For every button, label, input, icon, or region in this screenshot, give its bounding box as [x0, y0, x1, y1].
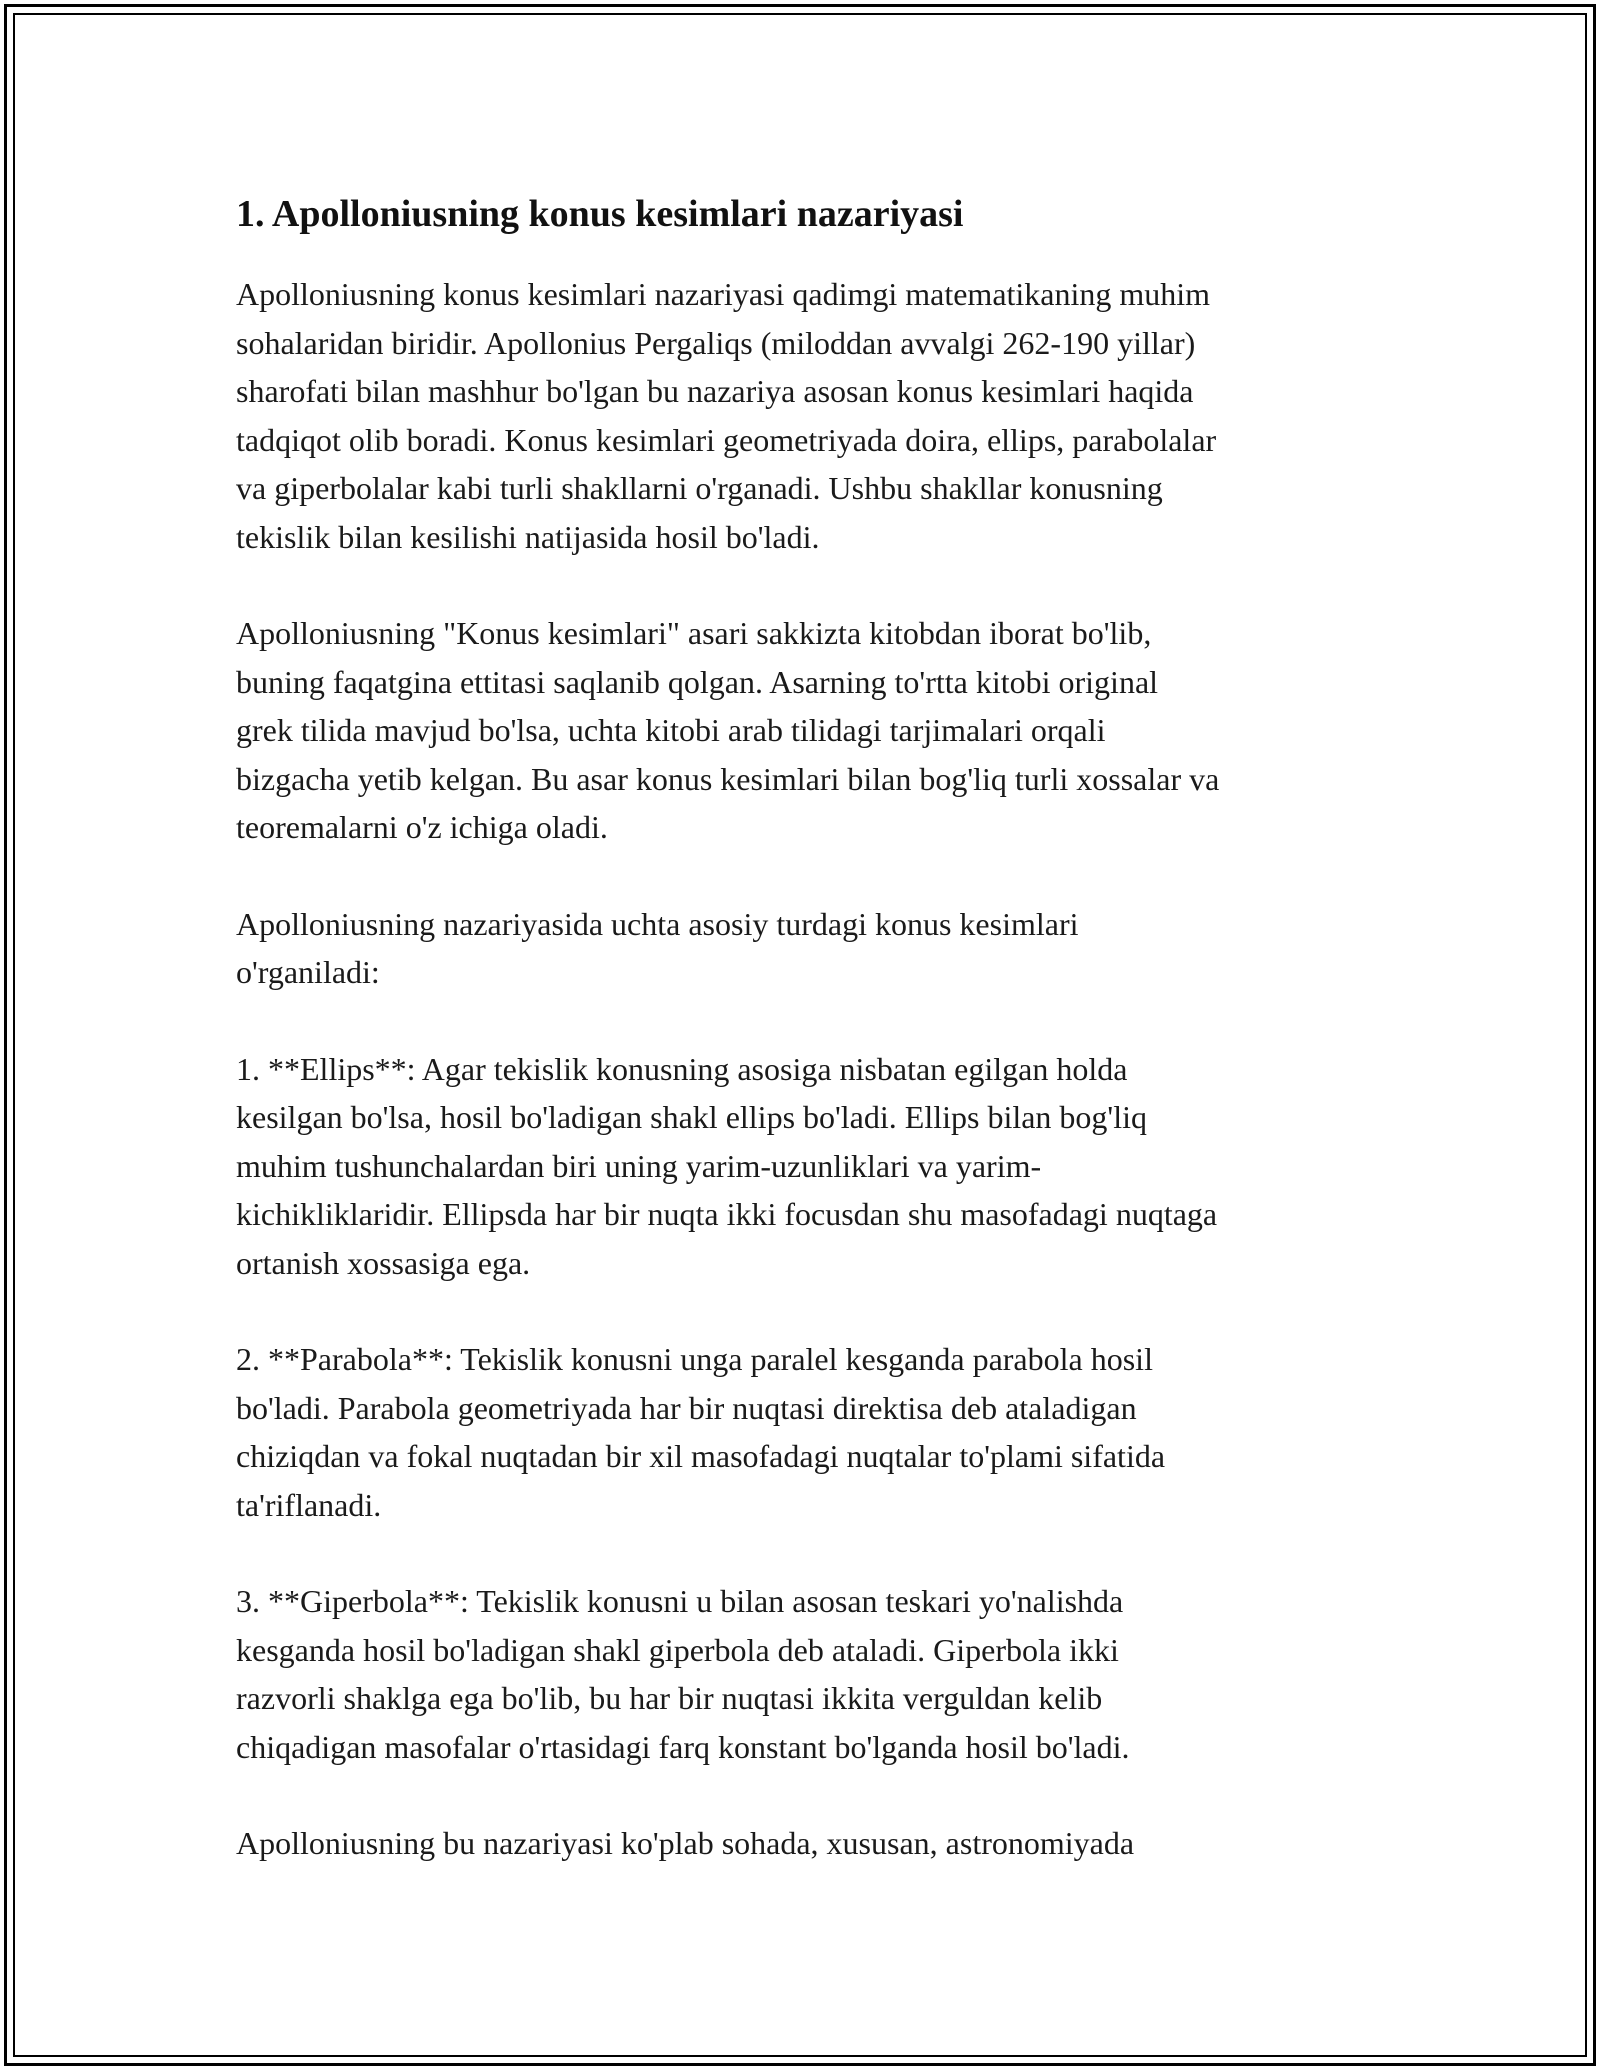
text-line: sharofati bilan mashhur bo'lgan bu nazariya asosan konus kesimlari haqida: [236, 373, 1194, 409]
paragraph-types-intro: [236, 900, 1366, 997]
text-line: va giperbolalar kabi turli shakllarni o'rganadi. Ushbu shakllar konusning: [236, 470, 1163, 506]
text-line: 2. **Parabola**: Tekislik konusni unga paralel kesganda parabola hosil: [236, 1341, 1153, 1377]
text-line: kichikliklaridir. Ellipsda har bir nuqta ikki focusdan shu masofadagi nuqtaga: [236, 1196, 1218, 1232]
text-line: buning faqatgina ettitasi saqlanib qolgan. Asarning to'rtta kitobi original: [236, 663, 1159, 700]
paragraph-conclusion: [236, 1819, 1366, 1868]
text-line: Apolloniusning konus kesimlari nazariyasi qadimgi matematikaning muhim: [236, 276, 1211, 312]
text-line: grek tilida mavjud bo'lsa, uchta kitobi arab tilidagi tarjimalari orqali: [236, 712, 1106, 748]
text-line: muhim tushunchalardan biri uning yarim-uzunliklari va yarim-: [236, 1147, 1042, 1184]
paragraph-intro: [236, 270, 1366, 561]
text-line: sohalaridan biridir. Apollonius Pergaliqs (miloddan avvalgi 262-190 yillar): [236, 324, 1196, 361]
paragraph-parabola: [236, 1335, 1366, 1529]
text-line: 3. **Giperbola**: Tekislik konusni u bilan asosan teskari yo'nalishda: [236, 1583, 1124, 1619]
section-heading: 1. Apolloniusning konus kesimlari nazariyasi: [236, 193, 964, 235]
text-line: ta'riflanadi.: [236, 1486, 382, 1523]
text-line: Apolloniusning nazariyasida uchta asosiy turdagi konus kesimlari: [236, 905, 1079, 942]
text-line: teoremalarni o'z ichiga oladi.: [236, 809, 608, 845]
text-line: Apolloniusning "Konus kesimlari" asari sakkizta kitobdan iborat bo'lib,: [236, 615, 1152, 651]
text-line: chiziqdan va fokal nuqtadan bir xil masofadagi nuqtalar to'plami sifatida: [236, 1438, 1166, 1474]
paragraph-books: [236, 609, 1366, 852]
text-line: Apolloniusning bu nazariyasi ko'plab sohada, xususan, astronomiyada: [236, 1825, 1135, 1861]
text-line: chiqadigan masofalar o'rtasidagi farq konstant bo'lganda hosil bo'ladi.: [236, 1728, 1130, 1765]
text-line: kesilgan bo'lsa, hosil bo'ladigan shakl ellips bo'ladi. Ellips bilan bog'liq: [236, 1099, 1147, 1135]
text-line: razvorli shaklga ega bo'lib, bu har bir nuqtasi ikkita verguldan kelib: [236, 1680, 1103, 1716]
text-line: bizgacha yetib kelgan. Bu asar konus kesimlari bilan bog'liq turli xossalar va: [236, 760, 1220, 797]
document-body: [236, 190, 1366, 1916]
paragraph-giperbola: [236, 1577, 1366, 1771]
paragraph-ellips: [236, 1045, 1366, 1288]
text-line: bo'ladi. Parabola geometriyada har bir nuqtasi direktisa deb ataladigan: [236, 1389, 1137, 1426]
text-line: 1. **Ellips**: Agar tekislik konusning asosiga nisbatan egilgan holda: [236, 1050, 1128, 1087]
text-line: tekislik bilan kesilishi natijasida hosil bo'ladi.: [236, 518, 820, 555]
text-line: tadqiqot olib boradi. Konus kesimlari geometriyada doira, ellips, parabolalar: [236, 421, 1217, 458]
text-line: o'rganiladi:: [236, 954, 380, 990]
text-line: ortanish xossasiga ega.: [236, 1244, 531, 1281]
text-line: kesganda hosil bo'ladigan shakl giperbola deb ataladi. Giperbola ikki: [236, 1631, 1119, 1668]
